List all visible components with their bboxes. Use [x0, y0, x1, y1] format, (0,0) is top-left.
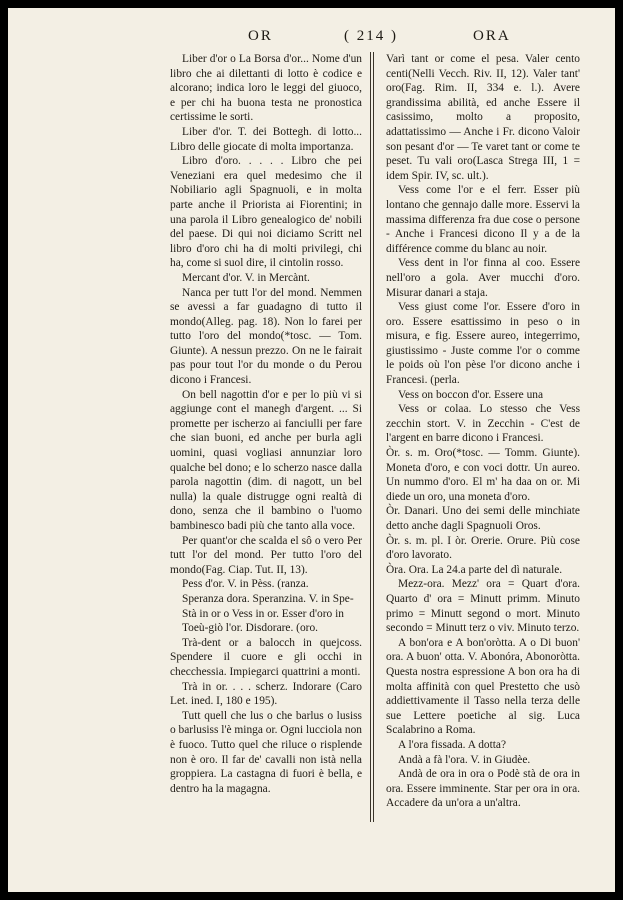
dictionary-entry: Mercant d'or. V. in Mercànt. [182, 271, 310, 284]
dictionary-entry: Trà in or. . . . scherz. Indorare (Caro Let. ined. I, 180 e 195). [170, 680, 362, 708]
dictionary-entry: Per quant'or che scalda el sô o vero Per tutt l'or del mond. Per tutto l'oro del mondo(Fag. Ciap. Tut. II, 13). [170, 534, 362, 576]
dictionary-entry: Vess or colaa. Lo stesso che Vess zecchin stort. V. in Zecchin - C'est de l'argent en barre dicono i Francesi. [386, 403, 580, 445]
column-divider [370, 52, 371, 822]
column-divider [373, 52, 374, 822]
dictionary-entry: Andà a fà l'ora. V. in Giudèe. [398, 753, 531, 766]
dictionary-entry: Vess dent in l'or finna al coo. Essere nell'oro a gola. Aver mucchi d'oro. Misurar danari a staja. [386, 257, 580, 299]
dictionary-entry: Pess d'or. V. in Pèss. (ranza. [182, 578, 309, 591]
header-right: ORA [473, 28, 511, 44]
header-left: OR [248, 28, 273, 44]
dictionary-entry: Òr. s. m. Oro(*tosc. — Tomm. Giunte). Moneta d'oro, e con voci dottr. Un aureo. Un nummo d'oro. El m' ha daa on or. Mi diede un oro, una moneta d'oro. [386, 447, 580, 503]
dictionary-entry: Òra. Ora. La 24.a parte del dì naturale. [386, 563, 563, 576]
dictionary-entry: Toeù-giò l'or. Disdorare. (oro. [182, 622, 319, 635]
dictionary-entry: On bell nagottin d'or e per lo più vi si aggiunge cont el manegh d'argent. ... Si promette per ischerzo ai fanciulli per fare che sian buoni, ed anche per burla agli uomini, quasi vogliasi annunziar loro qualche bel dono; e lo scherzo nasce dalla parola nagottin (dim. di nagott, un bel nulla) la quale distrugge ogni realtà di dono, senza che il bambino o l'uomo bambinesco badi più che tanto alla voce. [170, 388, 362, 532]
right-column [386, 52, 580, 811]
dictionary-entry: Mezz-ora. Mezz' ora = Quart d'ora. Quarto d' ora = Minutt primm. Minuto primo = Minutt segond o mort. Minuto secondo = Minutt terz o viv. Minuto terzo. [386, 578, 580, 635]
dictionary-entry: Vess giust come l'or. Essere d'oro in oro. Essere esattissimo in peso o in misura, e fig. Essere aureo, integerrimo, giustissimo - Juste comme l'or o comme le poids où l'on pèse l'or dicono anche i Francesi. (perla. [386, 301, 580, 387]
dictionary-entry: Òr. s. m. pl. I òr. Orerie. Orure. Più cose d'oro lavorato. [386, 534, 580, 562]
left-column [170, 52, 362, 796]
dictionary-entry: Nanca per tutt l'or del mond. Nemmen se avessi a far guadagno di tutto il mondo(Alleg. pag. 18). Non lo farei per tutto l'oro del mondo(*tosc. — Tom. Giunte). A nessun prezzo. On ne le fairait pas pour tout l'or du monde o du Perou dicono i Francesi. [170, 286, 362, 387]
dictionary-entry: Libro d'oro. . . . . Libro che pei Veneziani era quel medesimo che il Nobiliario agli Spagnuoli, e in molta parte anche il Priorista ai Fiorentini; in una parola il Libro genealogico de' nobili del paese. Di qui noi diciamo Scritt nel libro d'oro chi ha di molti privilegi, chi ha, come si suol dire, il cintolin rosso. [170, 155, 362, 270]
dictionary-entry: Liber d'or. T. dei Bottegh. di lotto... Libro delle giocate di molta importanza. [170, 125, 362, 153]
dictionary-entry: Speranza dora. Speranzina. V. in Spe- [182, 592, 354, 605]
dictionary-entry: Stà in or o Vess in or. Esser d'oro in [182, 607, 344, 620]
dictionary-entry: Varì tant or come el pesa. Valer cento centi(Nelli Vecch. Riv. II, 12). Valer tant' oro(Fag. Rim. II, 334 e. l.). Avere grandissima abilità, ed anche Essere il casissimo, molto a proposito, adattatissimo — Anche i Fr. dicono Valoir son pesant d'or — Te varet tant or come te peset. Tu vali oro(Lasca Strega III, 1 = idem Spir. IV, sc. ult.). [386, 53, 580, 182]
dictionary-entry: Òr. Danari. Uno dei semi delle minchiate detto anche dagli Spagnuoli Oros. [386, 505, 580, 532]
dictionary-entry: Liber d'or o La Borsa d'or... Nome d'un libro che ai dilettanti di lotto è codice e alcorano; indica loro le leggi del giuoco, e per chi ha buona testa ne pronostica certissime le sorti. [170, 53, 362, 124]
dictionary-entry: Vess come l'or e el ferr. Esser più lontano che gennajo dalle more. Esservi la massima differenza fra due cose o persone - Anche i Francesi dicono Il y a de la différence comme du blanc au noir. [386, 184, 580, 255]
page-number: ( 214 ) [344, 28, 398, 44]
dictionary-entry: Andà de ora in ora o Podè stà de ora in ora. Essere imminente. Star per ora in ora. Accadere da un'ora a un'altra. [386, 768, 580, 810]
dictionary-entry: Trà-dent or a balocch in quejcoss. Spendere il cuore e gli occhi in checchessia. Impiegarci quattrini a monti. [170, 636, 362, 678]
dictionary-entry: A bon'ora e A bon'oròtta. A o Di buon' ora. A buon' otta. V. Abonóra, Abonoròtta. Questa nostra espressione A bon ora ha di molta affinità con quel Prestetto che usò addiettivamente il Tasso nella terza delle sue Lettere poetiche al sig. Luca Scalabrino a Roma. [386, 636, 580, 737]
dictionary-entry: Tutt quell che lus o che barlus o lusiss o barlusiss l'è minga or. Ogni lucciola non è fuoco. Tutto quel che riluce o risplende non è oro. Il far de' cavalli non istà nella groppiera. La castagna di fuori è bella, e dentro ha la magagna. [170, 709, 362, 795]
dictionary-entry: A l'ora fissada. A dotta? [398, 738, 507, 751]
dictionary-entry: Vess on boccon d'or. Essere una [398, 388, 544, 401]
book-page [8, 8, 615, 892]
